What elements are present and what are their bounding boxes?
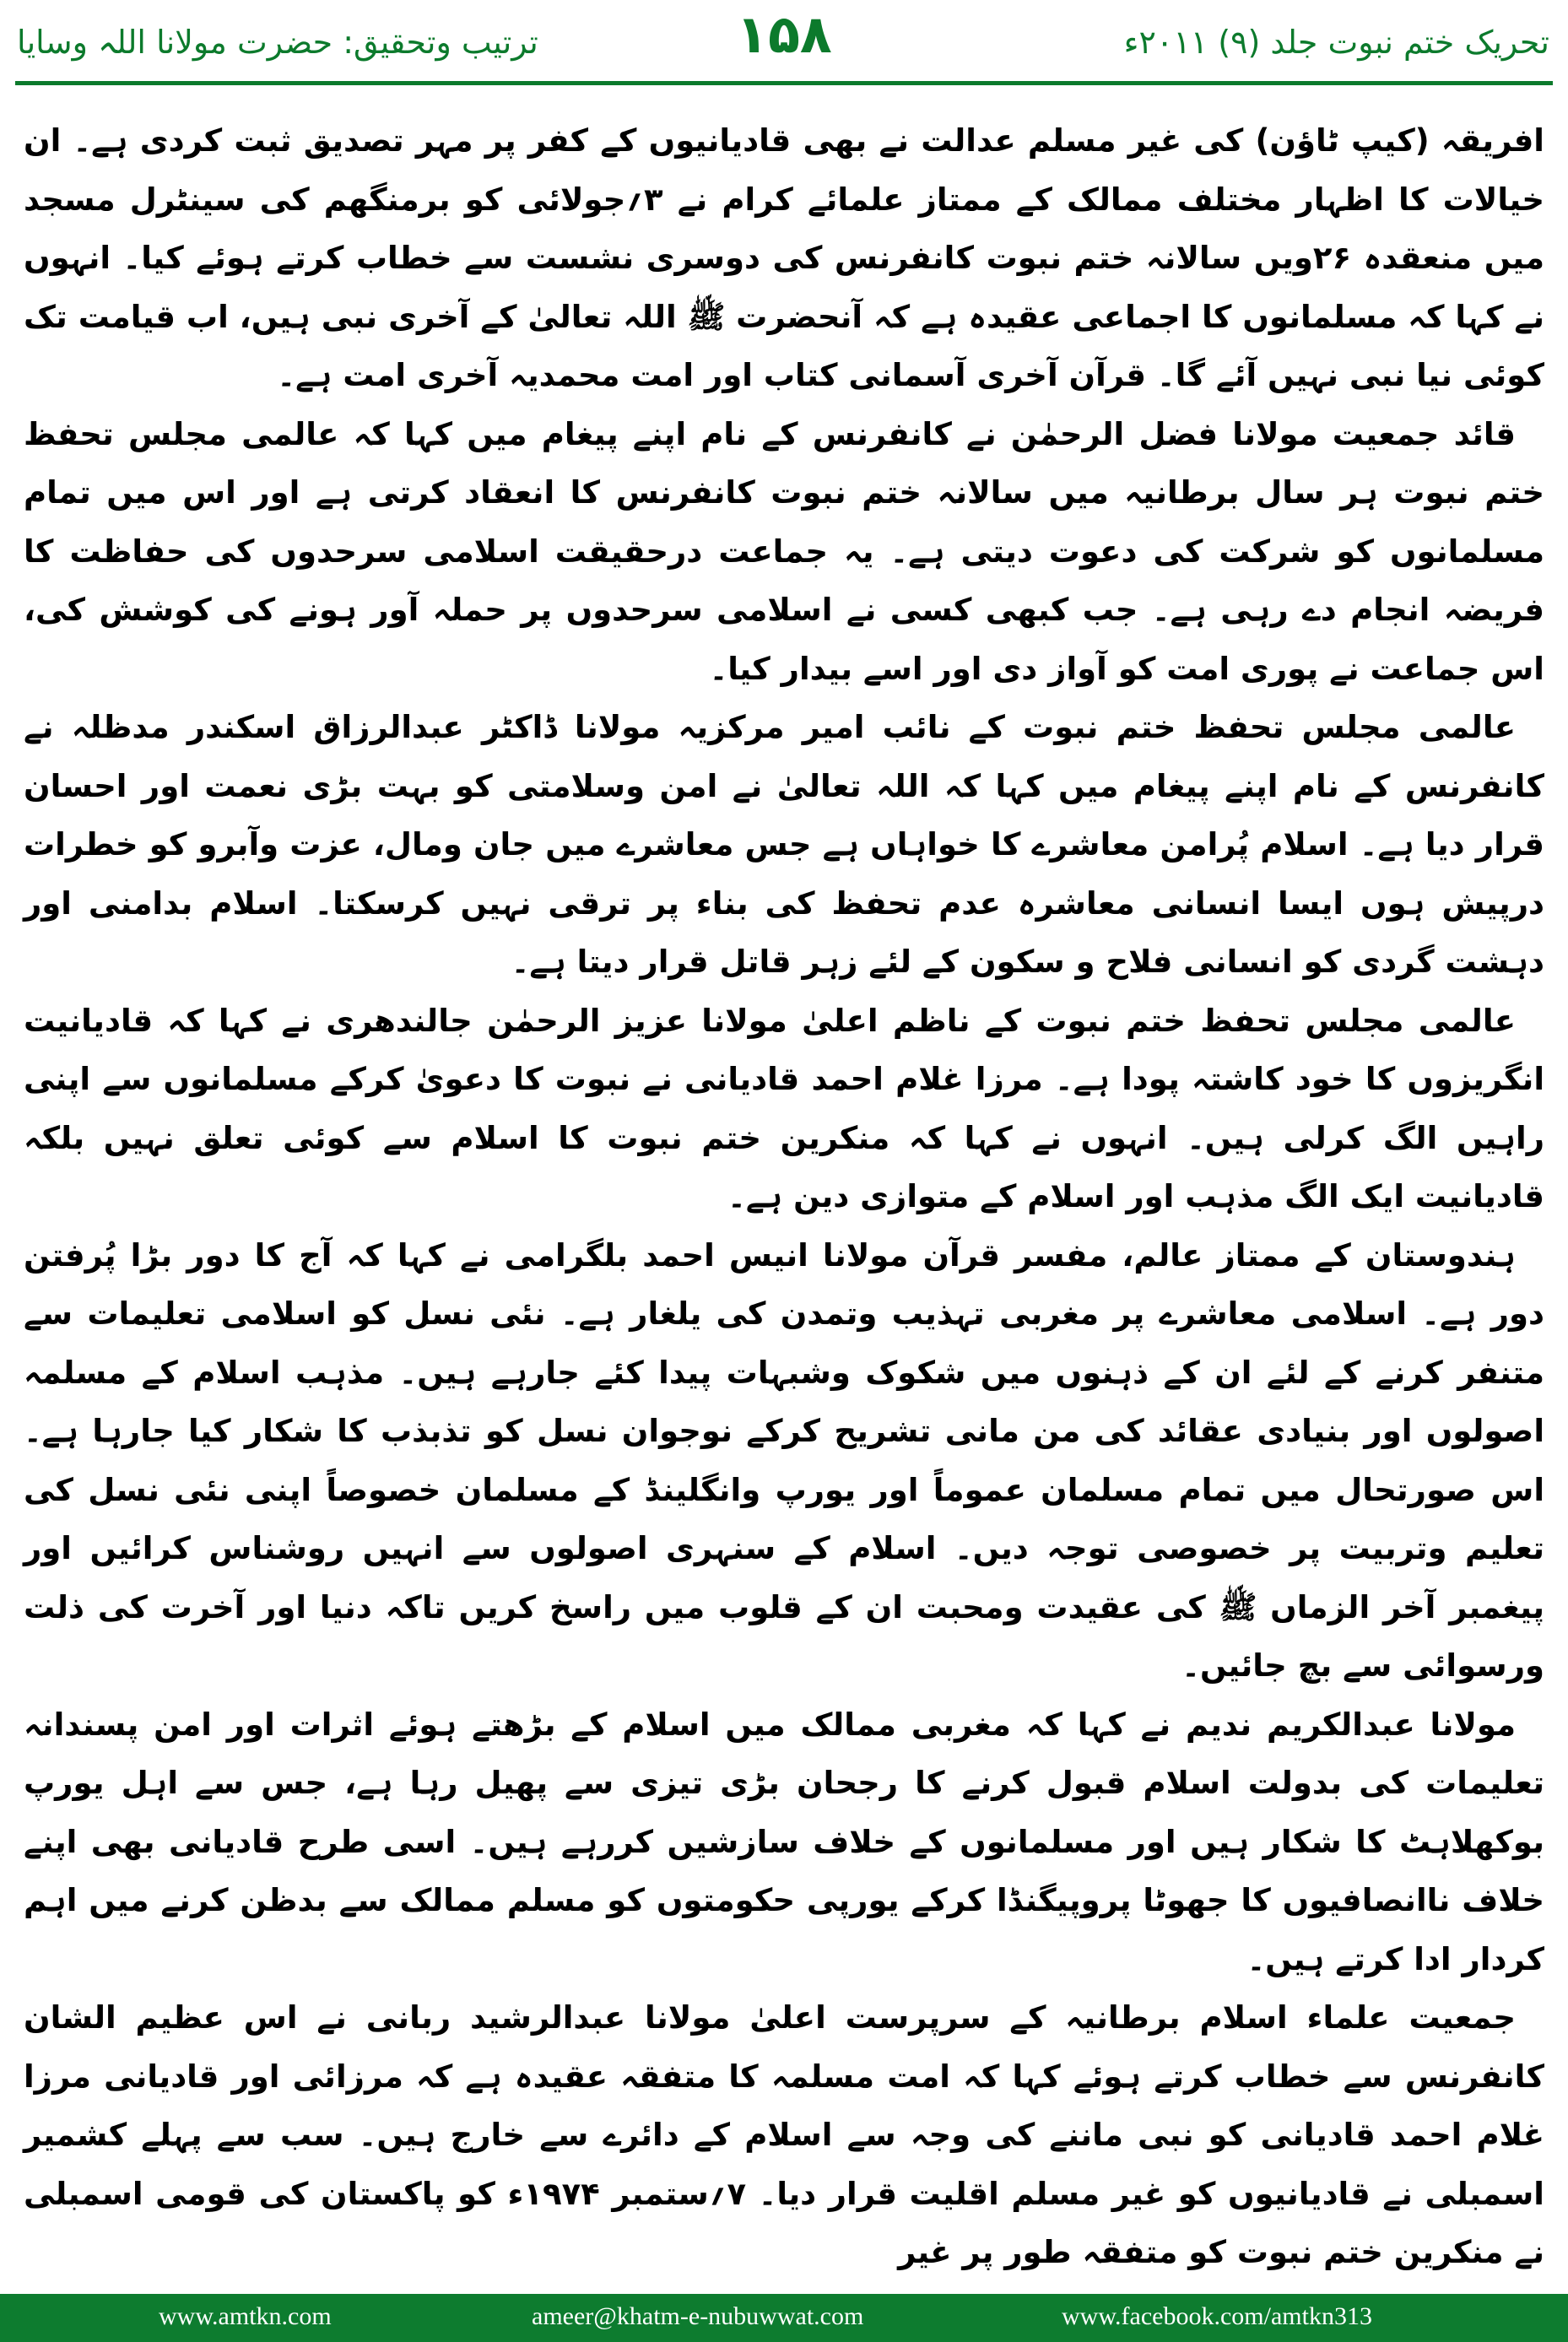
website-link[interactable]: www.amtkn.com: [159, 2302, 332, 2330]
email-link[interactable]: ameer@khatm-e-nubuwwat.com: [532, 2302, 864, 2330]
paragraph: عالمی مجلس تحفظ ختم نبوت کے ناظم اعلیٰ مولانا عزیز الرحمٰن جالندھری نے کہا کہ قادیانیت انگریزوں کا خود کاشتہ پودا ہے۔ مرزا غلام احمد قادیانی نے نبوت کا دعویٰ کرکے مسلمانوں سے اپنی راہیں الگ کرلی ہیں۔ انہوں نے کہا کہ منکرین ختم نبوت کا اسلام سے کوئی تعلق نہیں بلکہ قادیانیت ایک الگ مذہب اور اسلام کے متوازی دین ہے۔: [24, 1002, 1544, 1214]
page-footer: [0, 2294, 1568, 2342]
paragraph: ہندوستان کے ممتاز عالم، مفسر قرآن مولانا انیس احمد بلگرامی نے کہا کہ آج کا دور بڑا پُرفتن دور ہے۔ اسلامی معاشرے پر مغربی تہذیب وتمدن کی یلغار ہے۔ نئی نسل کو اسلامی تعلیمات سے متنفر کرنے کے لئے ان کے ذہنوں میں شکوک وشبہات پیدا کئے جارہے ہیں۔ مذہب اسلام کے مسلمہ اصولوں اور بنیادی عقائد کی من مانی تشریح کرکے نوجوان نسل کو تذبذب کا شکار کیا جارہا ہے۔ اس صورتحال میں تمام مسلمان عموماً اور یورپ وانگلینڈ کے مسلمان خصوصاً اپنی نئی نسل کی تعلیم وتربیت پر خصوصی توجہ دیں۔ اسلام کے سنہری اصولوں سے انہیں روشناس کرائیں اور پیغمبر آخر الزماں ﷺ کی عقیدت ومحبت ان کے قلوب میں راسخ کریں تاکہ دنیا اور آخرت کی ذلت ورسوائی سے بچ جائیں۔: [24, 1236, 1544, 1684]
article-body: [24, 111, 1545, 2270]
page-header: [0, 0, 1568, 84]
paragraph: مولانا عبدالکریم ندیم نے کہا کہ مغربی ممالک میں اسلام کے بڑھتے ہوئے اثرات اور امن پسندانہ تعلیمات کی بدولت اسلام قبول کرنے کا رجحان بڑی تیزی سے پھیل رہا ہے، جس سے اہل یورپ بوکھلاہٹ کا شکار ہیں اور مسلمانوں کے خلاف سازشیں کررہے ہیں۔ اسی طرح قادیانی بھی اپنے خلاف ناانصافیوں کا جھوٹا پروپیگنڈا کرکے یورپی حکومتوں کو مسلم ممالک سے بدظن کرنے میں اہم کردار ادا کرتے ہیں۔: [24, 1706, 1544, 1977]
paragraph: جمعیت علماء اسلام برطانیہ کے سرپرست اعلیٰ مولانا عبدالرشید ربانی نے اس عظیم الشان کانفرنس سے خطاب کرتے ہوئے کہا کہ امت مسلمہ کا متفقہ عقیدہ ہے کہ مرزائی اور قادیانی مرزا غلام احمد قادیانی کو نبی ماننے کی وجہ سے اسلام کے دائرے سے خارج ہیں۔ سب سے پہلے کشمیر اسمبلی نے قادیانیوں کو غیر مسلم اقلیت قرار دیا۔ ۷؍ستمبر ۱۹۷۴ء کو پاکستان کی قومی اسمبلی نے منکرین ختم نبوت کو متفقہ طور پر غیر: [24, 1999, 1544, 2270]
page-number: ۱۵۸: [736, 3, 832, 65]
paragraph: قائد جمعیت مولانا فضل الرحمٰن نے کانفرنس کے نام اپنے پیغام میں کہا کہ عالمی مجلس تحفظ ختم نبوت ہر سال برطانیہ میں سالانہ ختم نبوت کانفرنس کا انعقاد کرتی ہے اور اس میں تمام مسلمانوں کو شرکت کی دعوت دیتی ہے۔ یہ جماعت درحقیقت اسلامی سرحدوں کی حفاظت کا فریضہ انجام دے رہی ہے۔ جب کبھی کسی نے اسلامی سرحدوں پر حملہ آور ہونے کی کوشش کی، اس جماعت نے پوری امت کو آواز دی اور اسے بیدار کیا۔: [24, 415, 1544, 687]
paragraph: افریقہ (کیپ ٹاؤن) کی غیر مسلم عدالت نے بھی قادیانیوں کے کفر پر مہر تصدیق ثبت کردی ہے۔ ان خیالات کا اظہار مختلف ممالک کے ممتاز علمائے کرام نے ۳؍جولائی کو برمنگھم کی سینٹرل مسجد میں منعقدہ ۲۶ویں سالانہ ختم نبوت کانفرنس کی دوسری نشست سے خطاب کرتے ہوئے کیا۔ انہوں نے کہا کہ مسلمانوں کا اجماعی عقیدہ ہے کہ آنحضرت ﷺ اللہ تعالیٰ کے آخری نبی ہیں، اب قیامت تک کوئی نیا نبی نہیں آئے گا۔ قرآن آخری آسمانی کتاب اور امت محمدیہ آخری امت ہے۔: [24, 122, 1545, 393]
book-title: تحریک ختم نبوت جلد (۹) ۲۰۱۱ء: [1123, 24, 1549, 61]
facebook-link[interactable]: www.facebook.com/amtkn313: [1062, 2302, 1372, 2330]
compiler-credit: ترتیب وتحقیق: حضرت مولانا اللہ وسایا: [17, 24, 538, 61]
paragraph: عالمی مجلس تحفظ ختم نبوت کے نائب امیر مرکزیہ مولانا ڈاکٹر عبدالرزاق اسکندر مدظلہ نے کانفرنس کے نام اپنے پیغام میں کہا کہ اللہ تعالیٰ نے امن وسلامتی کو بہت بڑی نعمت اور احسان قرار دیا ہے۔ اسلام پُرامن معاشرے کا خواہاں ہے جس معاشرے میں جان ومال، عزت وآبرو کو خطرات درپیش ہوں ایسا انسانی معاشرہ عدم تحفظ کی بناء پر ترقی نہیں کرسکتا۔ اسلام بدامنی اور دہشت گردی کو انسانی فلاح و سکون کے لئے زہر قاتل قرار دیتا ہے۔: [24, 709, 1544, 980]
header-divider: [15, 81, 1553, 85]
